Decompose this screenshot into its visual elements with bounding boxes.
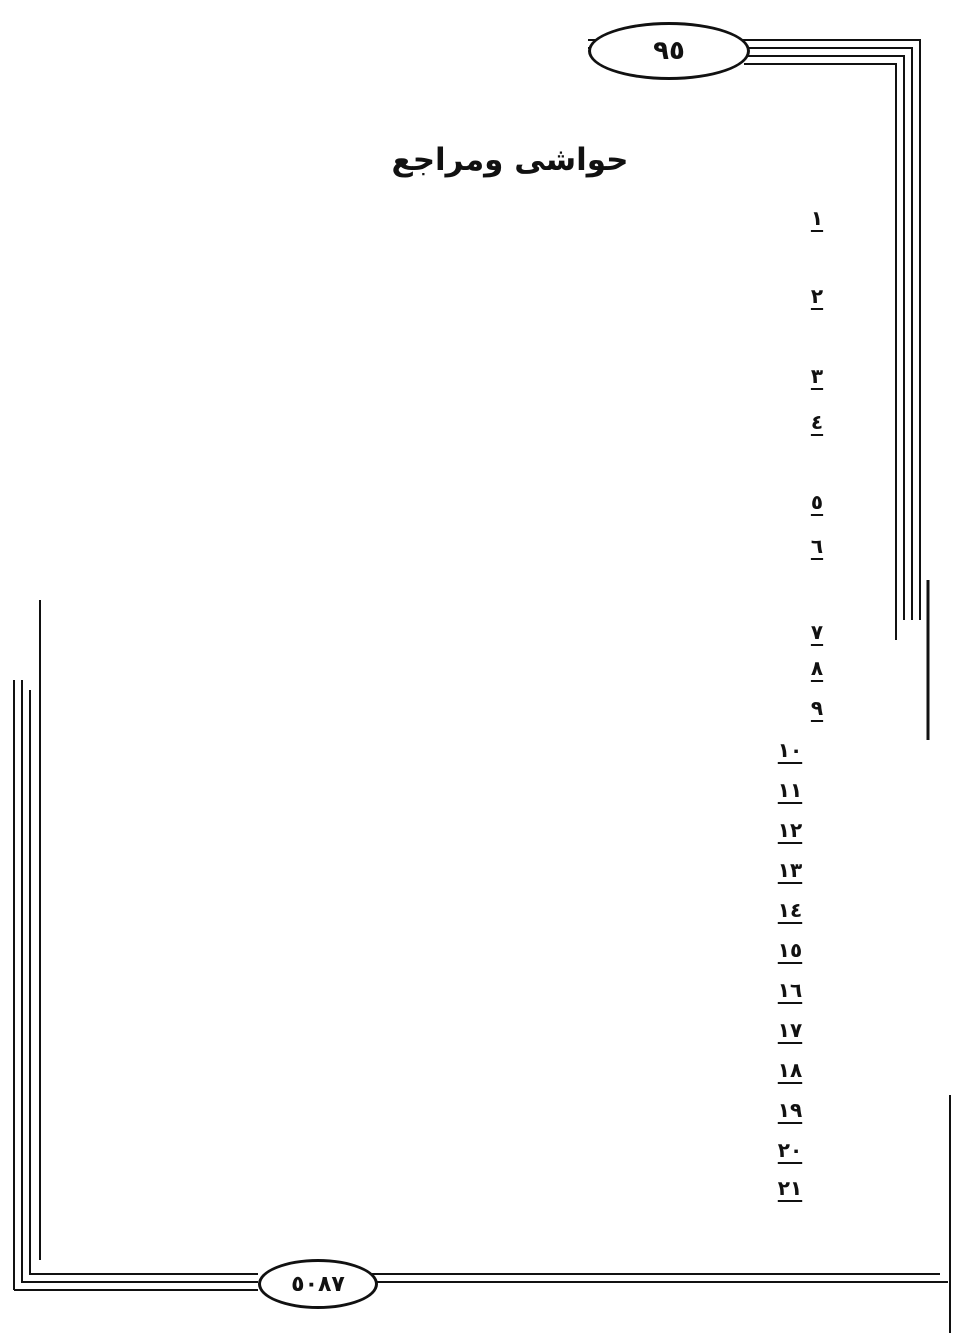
- note-number: ٧: [810, 620, 824, 644]
- note-number: ٣: [810, 364, 824, 388]
- note-number: ١٣: [777, 858, 803, 882]
- note-number: ١٧: [777, 1018, 803, 1042]
- note-number: ٤: [810, 410, 824, 434]
- note-number: ١٠: [777, 738, 803, 762]
- note-number: ١٤: [777, 898, 803, 922]
- note-number: ٨: [810, 656, 824, 680]
- note-number: ٦: [810, 534, 824, 558]
- folio-number: ٥٠٨٧: [258, 1259, 378, 1309]
- chapter-page-number: ٩٥: [588, 22, 750, 80]
- note-number: ١٥: [777, 938, 803, 962]
- note-number: ٢: [810, 284, 824, 308]
- section-title: حواشی ومراجع: [391, 142, 629, 178]
- note-number: ٢١: [777, 1176, 803, 1200]
- note-number: ١: [810, 206, 824, 230]
- note-number: ١١: [777, 778, 803, 802]
- note-number: ١٢: [777, 818, 803, 842]
- note-number: ٢٠: [777, 1138, 803, 1162]
- note-number: ٥: [810, 490, 824, 514]
- note-number: ١٩: [777, 1098, 803, 1122]
- note-number: ١٨: [777, 1058, 803, 1082]
- note-number: ٩: [810, 696, 824, 720]
- note-number: ١٦: [777, 978, 803, 1002]
